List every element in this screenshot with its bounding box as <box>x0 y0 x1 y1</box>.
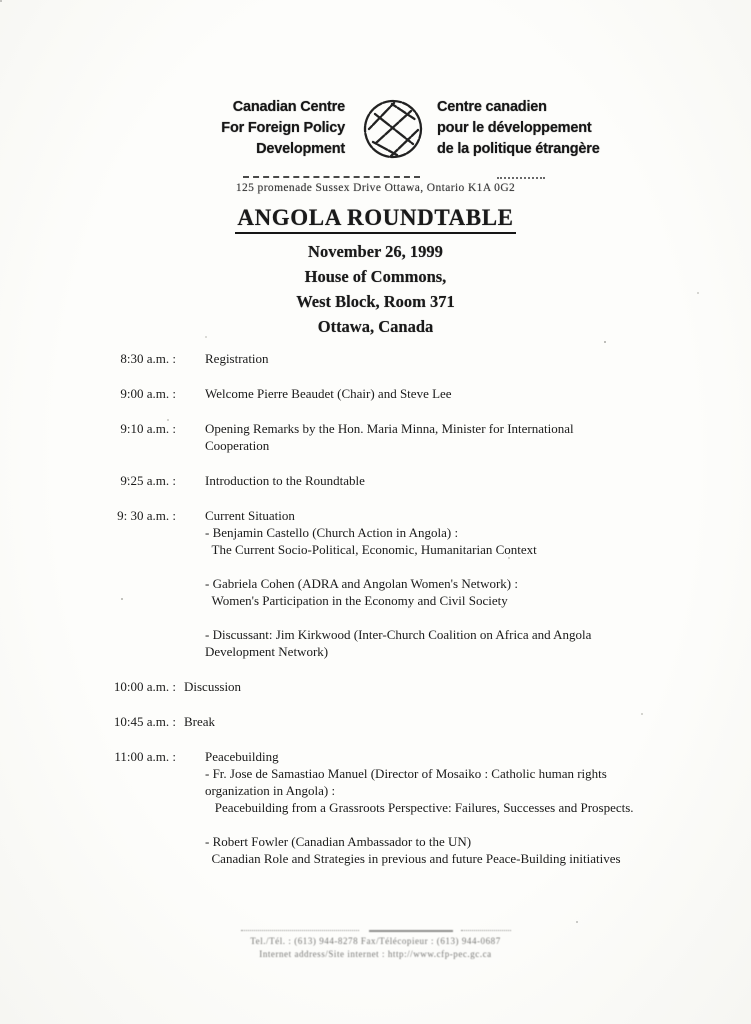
schedule-paragraph <box>184 678 658 695</box>
schedule-line: organization in Angola) : <box>205 783 336 798</box>
schedule-paragraph <box>184 713 658 730</box>
schedule-line: Discussion <box>184 679 242 694</box>
header-divider-dots <box>497 177 545 179</box>
schedule-paragraph <box>205 472 679 489</box>
schedule-line: Break <box>184 714 216 729</box>
schedule-row <box>0 748 700 867</box>
schedule-line: - Robert Fowler (Canadian Ambassador to the UN) <box>205 834 472 849</box>
footer-internet-line: Internet address/Site internet : http://www.cfp-pec.gc.ca <box>259 948 492 959</box>
org-name-line: For Foreign Policy <box>221 120 345 136</box>
schedule-desc <box>205 748 679 867</box>
schedule-line: Registration <box>205 351 269 366</box>
schedule-paragraph <box>205 833 679 867</box>
org-name-line: de la politique étrangère <box>437 141 600 157</box>
schedule-line: Welcome Pierre Beaudet (Chair) and Steve Lee <box>205 386 452 401</box>
schedule-desc <box>205 420 679 454</box>
schedule-desc <box>184 713 658 730</box>
venue-line: West Block, Room 371 <box>296 292 455 311</box>
schedule-time: 9:10 a.m. : <box>120 421 176 436</box>
schedule <box>0 350 700 885</box>
schedule-line: The Current Socio-Political, Economic, Humanitarian Context <box>205 542 537 557</box>
schedule-row <box>0 713 700 730</box>
schedule-row <box>0 350 700 367</box>
schedule-time: 11:00 a.m. : <box>114 749 176 764</box>
schedule-desc <box>205 385 679 402</box>
schedule-line: Canadian Role and Strategies in previous and future Peace-Building initiatives <box>205 851 621 866</box>
footer-contact-line: Tel./Tél. : (613) 944-8278 Fax/Télécopieur : (613) 944-0687 <box>250 936 501 946</box>
schedule-paragraph <box>205 748 679 816</box>
schedule-row <box>0 507 700 660</box>
org-name-line: Centre canadien <box>437 99 547 115</box>
schedule-line: - Discussant: Jim Kirkwood (Inter-Church Coalition on Africa and Angola <box>205 627 592 642</box>
schedule-desc <box>205 507 679 660</box>
scan-speckles <box>0 0 2 2</box>
globe-sketch-icon <box>361 98 425 167</box>
schedule-line: Cooperation <box>205 438 270 453</box>
event-date: November 26, 1999 <box>308 242 443 261</box>
org-name-french <box>437 97 617 160</box>
document-title: ANGOLA ROUNDTABLE <box>235 205 515 234</box>
org-name-line: Development <box>256 141 345 157</box>
schedule-desc <box>205 472 679 489</box>
schedule-line: Peacebuilding from a Grassroots Perspective: Failures, Successes and Prospects. <box>205 800 634 815</box>
schedule-paragraph <box>205 420 679 454</box>
schedule-line: Introduction to the Roundtable <box>205 473 365 488</box>
schedule-row <box>0 420 700 454</box>
schedule-line: Peacebuilding <box>205 749 279 764</box>
schedule-line: Development Network) <box>205 644 329 659</box>
schedule-line: Opening Remarks by the Hon. Maria Minna, Minister for International <box>205 421 574 436</box>
schedule-line: - Fr. Jose de Samastiao Manuel (Director of Mosaiko : Catholic human rights <box>205 766 607 781</box>
schedule-row <box>0 472 700 489</box>
schedule-line: Current Situation <box>205 508 295 523</box>
schedule-paragraph <box>205 385 679 402</box>
footer-dotline <box>241 929 511 932</box>
schedule-row <box>0 678 700 695</box>
schedule-paragraph <box>205 626 679 660</box>
venue-line: Ottawa, Canada <box>317 317 434 336</box>
schedule-time: 10:00 a.m. : <box>113 679 176 694</box>
title-block <box>0 205 751 339</box>
address-line: 125 promenade Sussex Drive Ottawa, Ontario K1A 0G2 <box>235 182 516 194</box>
schedule-time: 8:30 a.m. : <box>120 351 176 366</box>
footer <box>0 929 751 960</box>
schedule-paragraph <box>205 507 679 558</box>
venue-line: House of Commons, <box>304 267 447 286</box>
schedule-desc <box>205 350 679 367</box>
schedule-line: - Gabriela Cohen (ADRA and Angolan Women's Network) : <box>205 576 518 591</box>
header-divider-dashes <box>243 176 420 178</box>
org-name-line: Canadian Centre <box>232 99 345 115</box>
schedule-line: - Benjamin Castello (Church Action in Angola) : <box>205 525 459 540</box>
schedule-line: Women's Participation in the Economy and Civil Society <box>205 593 508 608</box>
schedule-time: 10:45 a.m. : <box>113 714 176 729</box>
schedule-paragraph <box>205 350 679 367</box>
org-name-line: pour le développement <box>437 120 592 136</box>
schedule-row <box>0 385 700 402</box>
schedule-desc <box>184 678 658 695</box>
org-name-english <box>205 97 345 160</box>
schedule-time: 9:25 a.m. : <box>120 473 176 488</box>
schedule-paragraph <box>205 575 679 609</box>
schedule-time: 9:00 a.m. : <box>120 386 176 401</box>
schedule-time: 9: 30 a.m. : <box>117 508 176 523</box>
